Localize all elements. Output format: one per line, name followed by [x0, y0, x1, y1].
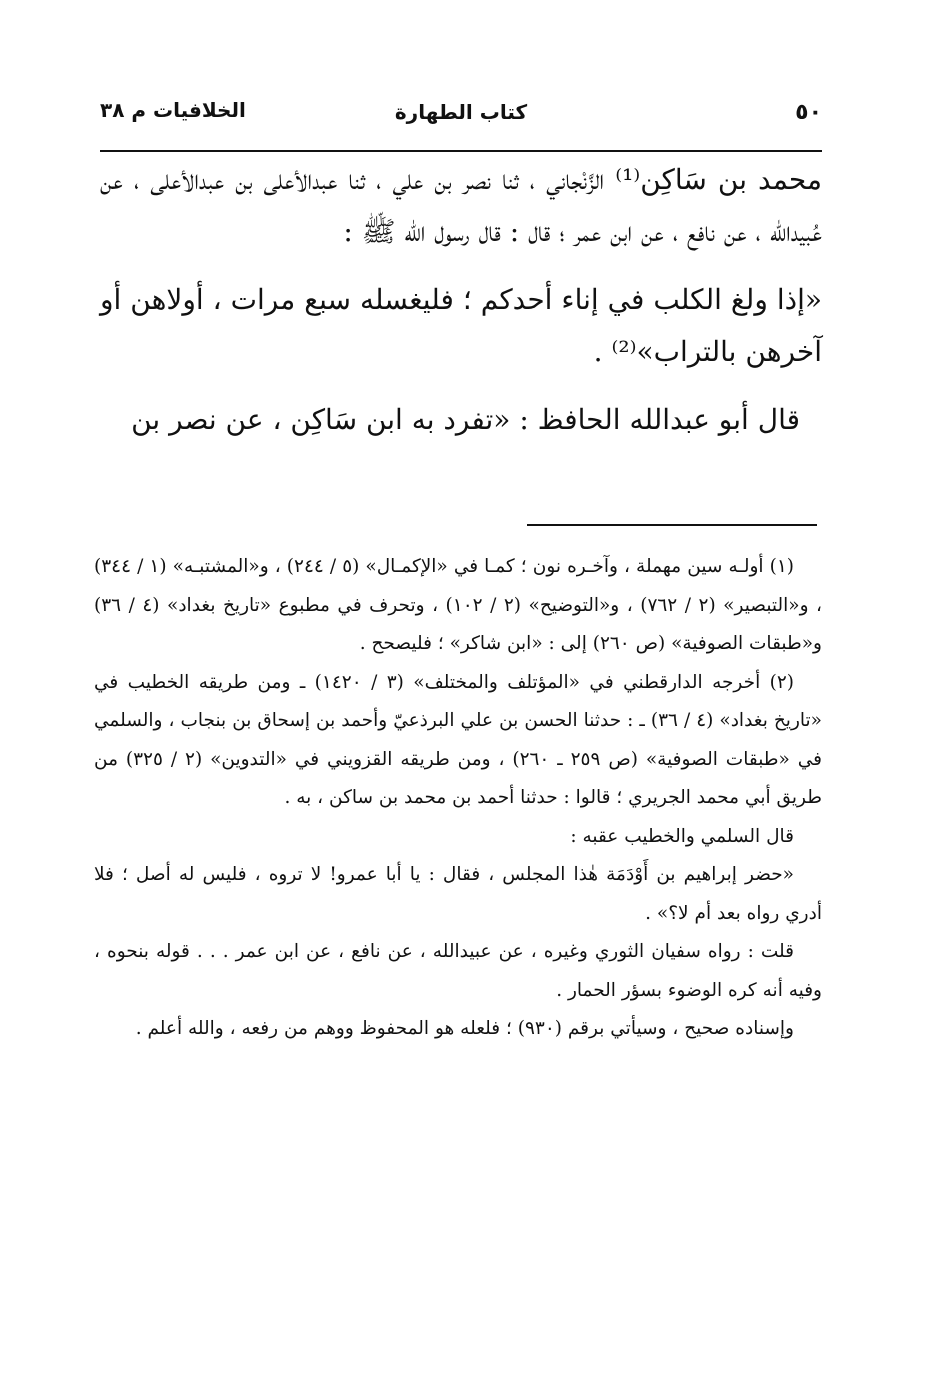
main-paragraph-hadith: «إذا ولغ الكلب في إناء أحدكم ؛ فليغسله سبع مرات ، أولاهن أو آخرهن بالتراب»⁽²⁾ .	[100, 283, 822, 368]
main-paragraph-isnad: محمد بن سَاكِن⁽¹⁾ الزَّنْجاني ، ثنا نصر بن علي ، ثنا عبدالأعلى بن عبدالأعلى ، عن عُبيدالله ، عن نافع ، عن ابن عمر ؛ قال : قال رسول الله ﷺ :	[100, 163, 822, 248]
footnote-2: (٢) أخرجه الدارقطني في «المؤتلف والمختلف» (٣ / ١٤٢٠) ـ ومن طريقه الخطيب في «تاريخ بغداد» (٤ / ٣٦) ـ : حدثنا الحسن بن علي البرذعيّ وأحمد بن إسحاق بن بنجاب ، والسلمي في «طبقات الصوفية» (ص ٢٥٩ ـ ٢٦٠) ، ومن طريقه القزويني في «التدوين» (٢ / ٣٢٥) من طريق أبي محمد الجريري ؛ قالوا : حدثنا أحمد بن محمد بن ساكن ، به .	[94, 671, 823, 808]
book-title: كتاب الطهارة	[394, 100, 528, 124]
header-rule	[100, 150, 822, 152]
footnote-2-quote: «حضر إبراهيم بن أَوْدَمَة هٰذا المجلس ، فقال : يا أبا عمرو! لا تروه ، فليس له أصل ؛ فلا أدري رواه بعد أم لا؟» .	[94, 864, 822, 924]
footnote-2-conclusion: وإسناده صحيح ، وسيأتي برقم (٩٣٠) ؛ فلعله هو المحفوظ ووهم من رفعه ، والله أعلم .	[135, 1018, 794, 1039]
main-paragraph-comment: قال أبو عبدالله الحافظ : «تفرد به ابن سَاكِن ، عن نصر بن	[131, 403, 800, 436]
footnote-2-remark: قلت : رواه سفيان الثوري وغيره ، عن عبيدالله ، عن نافع ، عن ابن عمر . . . قوله بنحوه ، وفيه أنه كره الوضوء بسؤر الحمار .	[94, 941, 822, 1001]
footnote-separator	[527, 524, 817, 526]
footnotes	[94, 548, 822, 1049]
running-header	[100, 92, 822, 132]
footnote-1: (١) أولـه سين مهملة ، وآخـره نون ؛ كمـا في «الإكمـال» (٥ / ٢٤٤) ، و«المشتبـه» (١ / ٣٤٤) ، و«التبصير» (٢ / ٧٦٢) ، و«التوضيح» (٢ / ١٠٢) ، وتحرف في مطبوع «تاريخ بغداد» (٤ / ٣٦) و«طبقات الصوفية» (ص ٢٦٠) إلى : «ابن شاكر» ؛ فليصحح .	[94, 556, 822, 654]
footnote-2-quote-intro: قال السلمي والخطيب عقبه :	[570, 825, 794, 847]
main-text	[100, 154, 822, 446]
signature-mark: الخلافيات م ٣٨	[100, 98, 246, 122]
page-number: ٥٠	[795, 100, 822, 125]
